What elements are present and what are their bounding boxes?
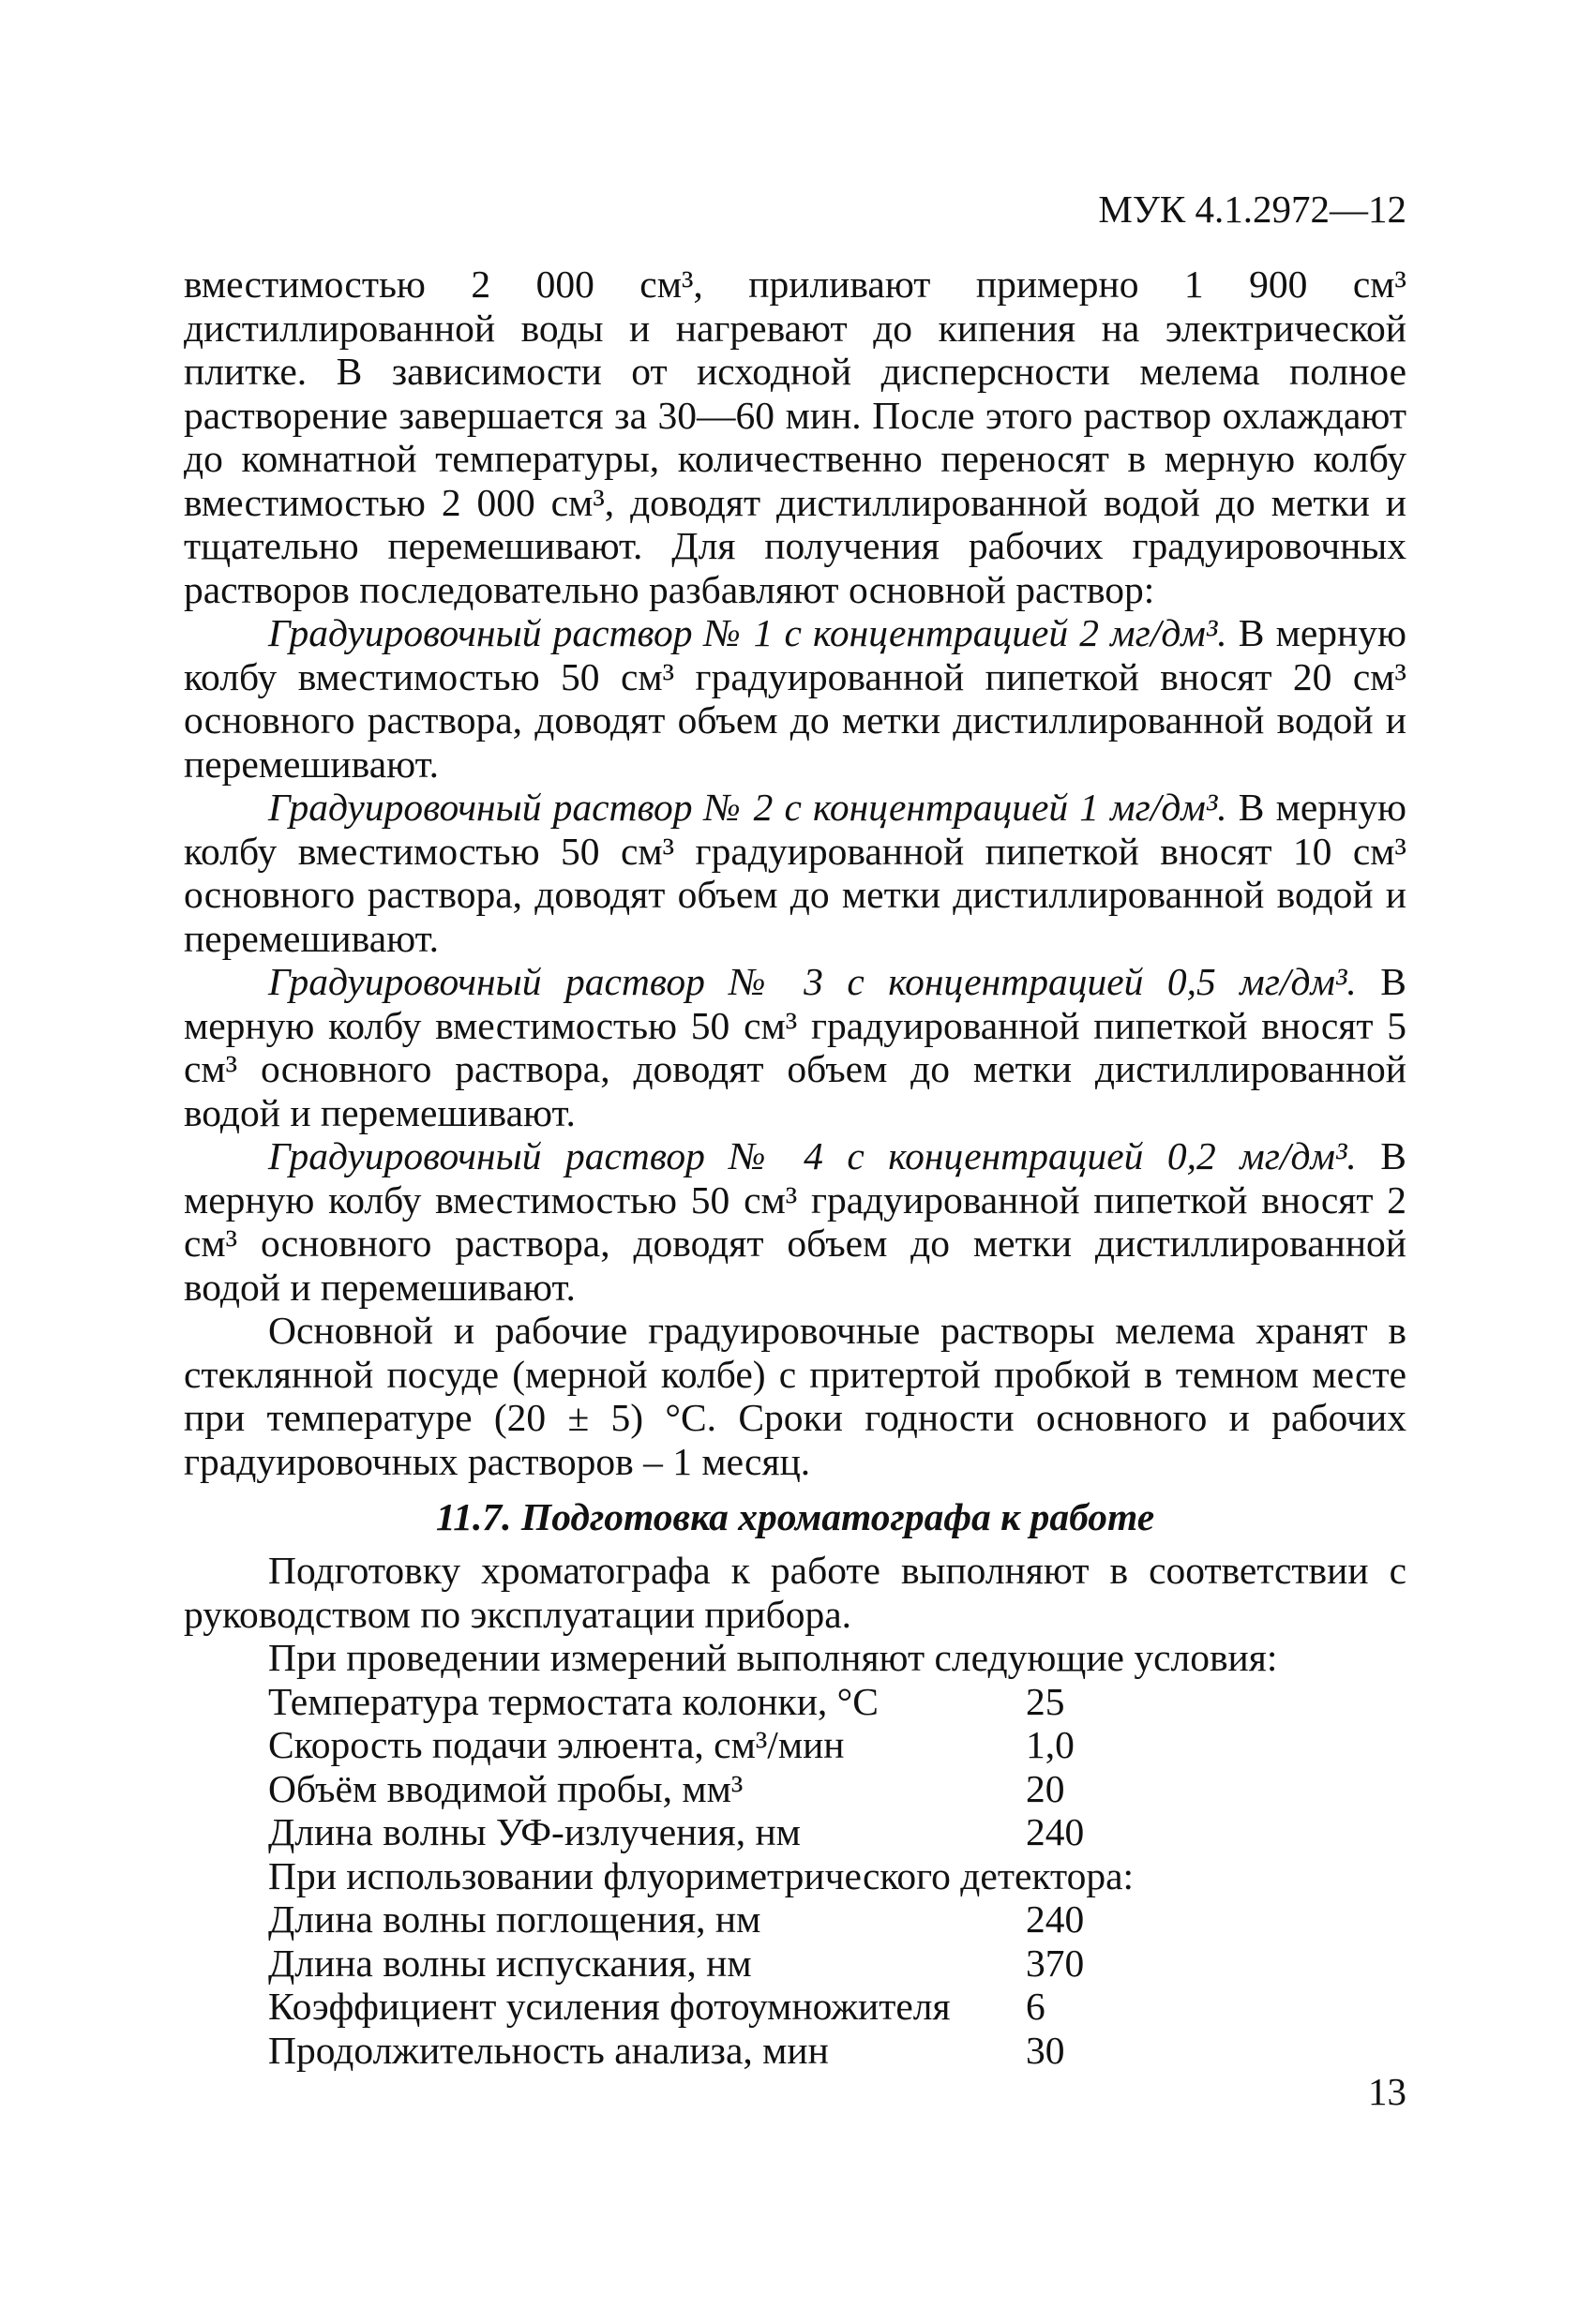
paragraph-calibration-4 — [184, 1134, 1406, 1309]
paragraph-calibration-2 — [184, 786, 1406, 960]
params-uv-list — [268, 1680, 1406, 1854]
page-number: 13 — [1368, 2070, 1406, 2113]
param-row — [268, 1767, 1406, 1811]
body-text — [184, 262, 1406, 2072]
calibration-1-text: В мерную колбу вместимостью 50 см³ градуированной пипеткой вносят 20 см³ основного раствора, доводят объем до метки дистиллированной водой и перемешивают. — [184, 611, 1406, 786]
param-row — [268, 1942, 1406, 1986]
param-label: Продолжительность анализа, мин — [268, 2028, 829, 2072]
param-label: Температура термостата колонки, °С — [268, 1679, 879, 1723]
param-value: 240 — [1026, 1897, 1085, 1941]
param-row — [268, 1723, 1406, 1767]
calibration-2-title: Градуировочный раствор № 2 с концентрацией 1 мг/дм³. — [268, 786, 1227, 829]
param-value: 30 — [1026, 2028, 1065, 2072]
param-label: Длина волны УФ-излучения, нм — [268, 1810, 801, 1853]
paragraph-calibration-3 — [184, 960, 1406, 1134]
param-row — [268, 1680, 1406, 1724]
param-value: 25 — [1026, 1679, 1065, 1723]
param-label: Длина волны испускания, нм — [268, 1941, 752, 1985]
paragraph-calibration-1 — [184, 611, 1406, 786]
param-row — [268, 2029, 1406, 2073]
param-label: Скорость подачи элюента, см³/мин — [268, 1723, 845, 1766]
calibration-4-text: В мерную колбу вместимостью 50 см³ градуированной пипеткой вносят 2 см³ основного раствора, доводят объем до метки дистиллированной водой и перемешивают. — [184, 1134, 1406, 1309]
param-label: Длина волны поглощения, нм — [268, 1897, 761, 1941]
param-label: Коэффициент усиления фотоумножителя — [268, 1985, 951, 2028]
param-value: 1,0 — [1026, 1723, 1075, 1766]
param-value: 240 — [1026, 1810, 1085, 1853]
param-row — [268, 1810, 1406, 1854]
param-row — [268, 1897, 1406, 1942]
calibration-3-text: В мерную колбу вместимостью 50 см³ градуированной пипеткой вносят 5 см³ основного раствора, доводят объем до метки дистиллированной водой и перемешивают. — [184, 960, 1406, 1134]
calibration-1-title: Градуировочный раствор № 1 с концентрацией 2 мг/дм³. — [268, 611, 1227, 654]
paragraph-preparation: Подготовку хроматографа к работе выполняют в соответствии с руководством по эксплуатации прибора. — [184, 1549, 1406, 1636]
paragraph-stock-solution: вместимостью 2 000 см³, приливают примерно 1 900 см³ дистиллированной воды и нагревают до кипения на электрической плитке. В зависимости от исходной дисперсности мелема полное растворение завершается за 30—60 мин. После этого раствор охлаждают до комнатной температуры, количественно переносят в мерную колбу вместимостью 2 000 см³, доводят дистиллированной водой до метки и тщательно перемешивают. Для получения рабочих градуировочных растворов последовательно разбавляют основной раствор: — [184, 262, 1406, 611]
param-value: 370 — [1026, 1941, 1085, 1985]
paragraph-storage: Основной и рабочие градуировочные растворы мелема хранят в стеклянной посуде (мерной колбе) с притертой пробкой в темном месте при температуре (20 ± 5) °С. Сроки годности основного и рабочих градуировочных растворов – 1 месяц. — [184, 1309, 1406, 1483]
param-value: 6 — [1026, 1985, 1045, 2028]
param-row — [268, 1985, 1406, 2029]
section-title: 11.7. Подготовка хроматографа к работе — [435, 1495, 1155, 1538]
param-value: 20 — [1026, 1766, 1065, 1810]
params-fluor-list — [268, 1897, 1406, 2072]
document-code-header: МУК 4.1.2972—12 — [1098, 187, 1406, 231]
fluorimetric-lead: При использовании флуориметрического детектора: — [268, 1853, 1135, 1897]
param-label: Объём вводимой пробы, мм³ — [268, 1766, 744, 1810]
calibration-3-title: Градуировочный раствор № 3 с концентрацией 0,5 мг/дм³. — [268, 960, 1357, 1003]
conditions-lead: При проведении измерений выполняют следующие условия: — [268, 1636, 1278, 1679]
calibration-4-title: Градуировочный раствор № 4 с концентрацией 0,2 мг/дм³. — [268, 1134, 1357, 1177]
calibration-2-text: В мерную колбу вместимостью 50 см³ градуированной пипеткой вносят 10 см³ основного раствора, доводят объем до метки дистиллированной водой и перемешивают. — [184, 786, 1406, 960]
